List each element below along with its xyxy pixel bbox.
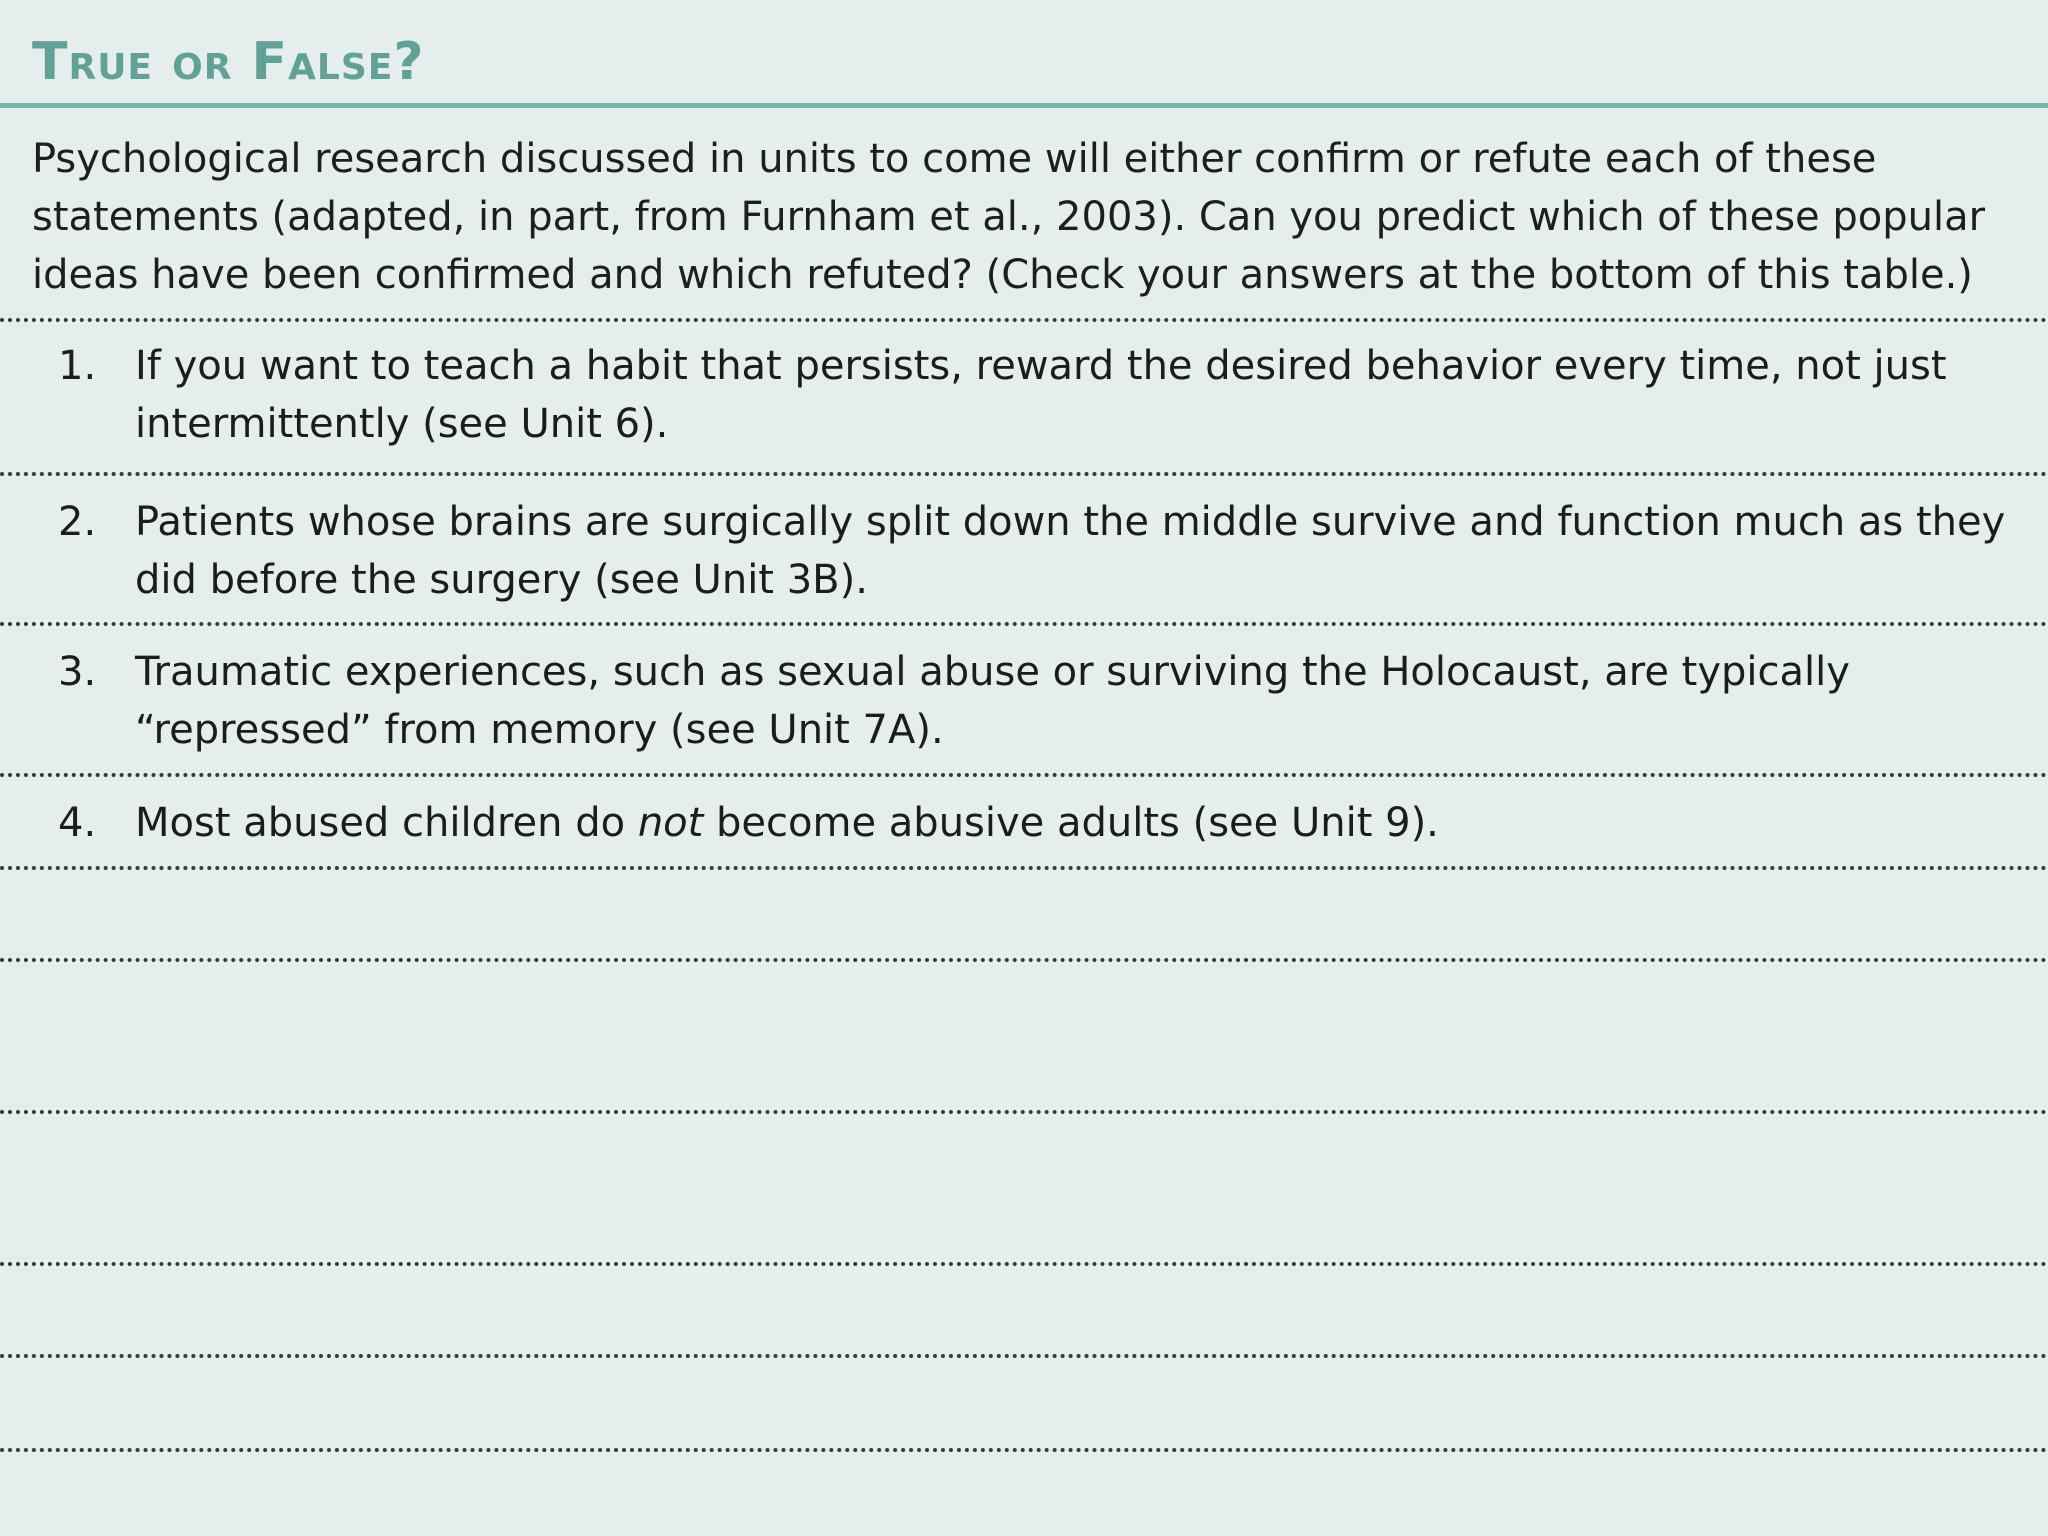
statement-text-end: become abusive adults (see Unit 9). — [703, 800, 1439, 846]
intro-paragraph: Psychological research discussed in units to come will either confirm or refute each of these statements (adapted, in part, from Furnham et al., 2003). Can you predict which of these popular ideas have been confirmed and which refuted? (Check your answers at the bottom of this table.) — [32, 136, 1986, 298]
statement-number: 4. — [58, 800, 97, 846]
dotted-divider — [0, 622, 2048, 626]
statement-number: 2. — [58, 499, 97, 545]
dotted-divider — [0, 773, 2048, 777]
dotted-divider — [0, 472, 2048, 476]
statement-number: 1. — [58, 343, 97, 389]
statement-emphasis: not — [637, 800, 704, 846]
statement-number: 3. — [58, 649, 97, 695]
dotted-divider — [0, 1110, 2048, 1114]
dotted-divider — [0, 958, 2048, 962]
statement-text-start: Most abused children do — [135, 800, 638, 846]
title-bar — [0, 0, 2048, 108]
dotted-divider — [0, 1448, 2048, 1452]
panel-title: True or False? — [32, 32, 425, 92]
dotted-divider — [0, 866, 2048, 870]
statement-text: Patients whose brains are surgically split down the middle survive and function much as they did before the surgery (see Unit 3B). — [135, 499, 2006, 603]
statement-text — [135, 794, 2015, 852]
dotted-divider — [0, 318, 2048, 322]
statement-text: Traumatic experiences, such as sexual abuse or surviving the Holocaust, are typically “repressed” from memory (see Unit 7A). — [135, 649, 1850, 753]
dotted-divider — [0, 1354, 2048, 1358]
statement-text: If you want to teach a habit that persists, reward the desired behavior every time, not just intermittently (see Unit 6). — [135, 343, 1947, 447]
dotted-divider — [0, 1262, 2048, 1266]
